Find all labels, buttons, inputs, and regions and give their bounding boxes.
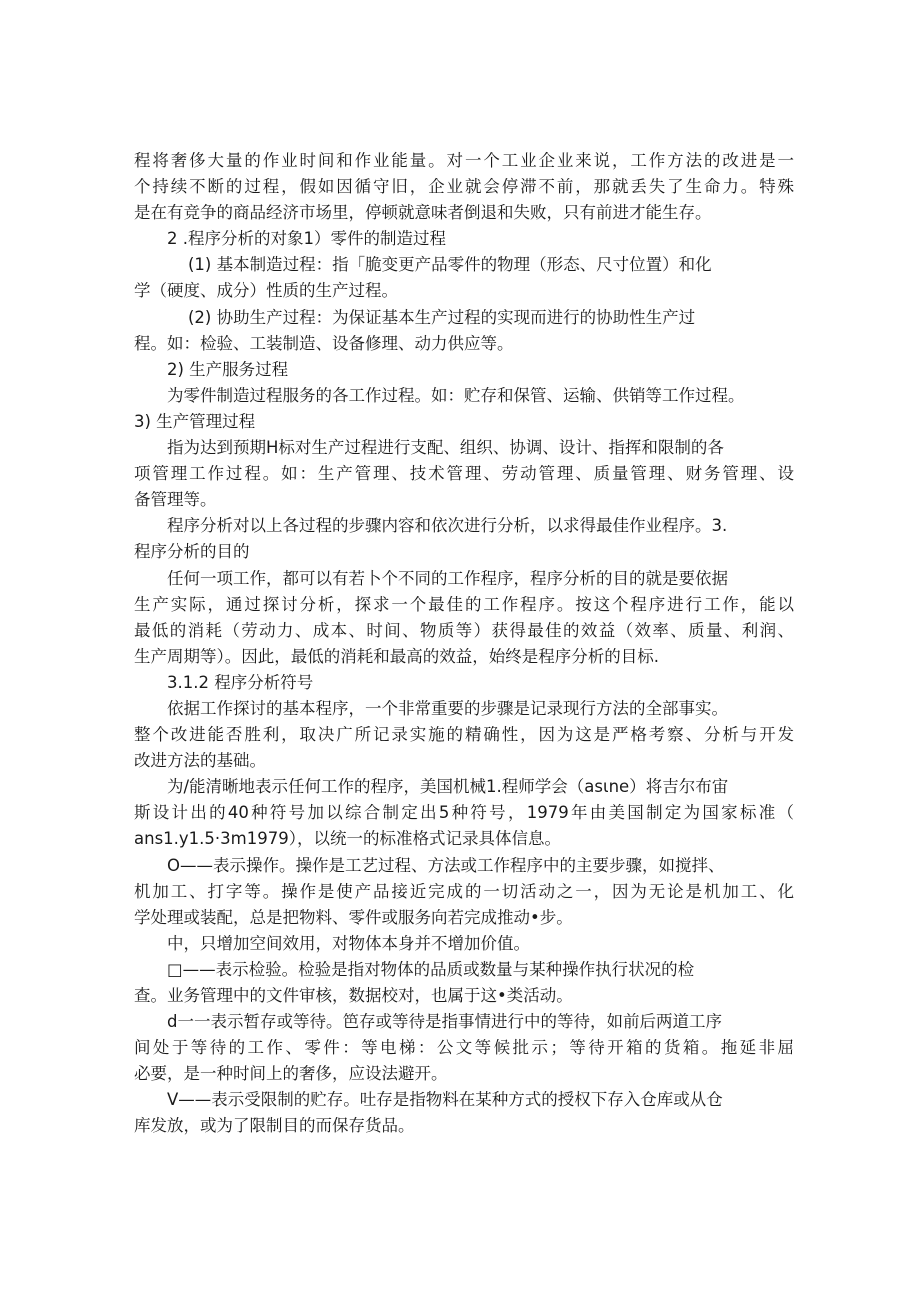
- text-line: d一一表示暂存或等待。笆存或等待是指事情进行中的等待，如前后两道工序: [167, 1012, 722, 1032]
- text-line: 为零件制造过程服务的各工作过程。如：贮存和保管、运输、供销等工作过程。: [167, 385, 745, 405]
- text-line: 机加工、打字等。操作是使产品接近完成的一切活动之一，因为无论是机加工、化: [134, 881, 794, 901]
- text-line: 备管理等。: [134, 490, 217, 510]
- text-line: 斯设计出的40种符号加以综合制定出5种符号，1979年由美国制定为国家标准（: [134, 803, 794, 823]
- document-body: [134, 148, 794, 1140]
- text-line: 项管理工作过程。如：生产管理、技术管理、劳动管理、质量管理、财务管理、设: [134, 464, 794, 484]
- text-line: ans1.y1.5·3m1979），以统一的标准格式记录具体信息。: [134, 829, 561, 849]
- text-line: (2) 协助生产过程：为保证基本生产过程的实现而进行的协助性生产过: [188, 307, 696, 327]
- text-line: 查。业务管理中的文件审核，数据校对，也属于这•类活动。: [134, 986, 573, 1005]
- text-line: V——表示受限制的贮存。吐存是指物料在某种方式的授权下存入仓库或从仓: [167, 1090, 723, 1110]
- text-line: 3) 生产管理过程: [134, 411, 256, 431]
- text-line: 程序分析的目的: [134, 542, 250, 562]
- text-line: 个持续不断的过程，假如因循守旧，企业就会停滞不前，那就丢失了生命力。特殊: [134, 177, 794, 197]
- text-line: 生产周期等）。因此，最低的消耗和最高的效益，始终是程序分析的目标.: [134, 646, 659, 666]
- text-line: 改进方法的基础。: [134, 751, 266, 771]
- text-line: 学处理或装配，总是把物料、零件或服务向若完成推动•步。: [134, 907, 573, 927]
- text-line: 必要，是一种时间上的奢侈，应设法避开。: [134, 1064, 448, 1084]
- text-line: 中，只增加空间效用，对物体本身并不增加价值。: [167, 933, 530, 953]
- text-line: □——表示检验。检验是指对物体的品质或数量与某种操作执行状况的检: [167, 959, 695, 979]
- text-line: 最低的消耗（劳动力、成本、时间、物质等）获得最佳的效益（效率、质量、利润、: [134, 620, 794, 640]
- text-line: (1) 基本制造过程：指「脆变更产品零件的物理（形态、尺寸位置）和化: [188, 255, 712, 275]
- text-line: 依据工作探讨的基本程序，一个非常重要的步骤是记录现行方法的全部事实。: [167, 698, 728, 718]
- text-line: 生产实际，通过探讨分析，探求一个最佳的工作程序。按这个程序进行工作，能以: [134, 594, 794, 614]
- text-line: 3.1.2 程序分析符号: [167, 672, 314, 692]
- text-line: 间处于等待的工作、零件：等电梯：公文等候批示；等待开箱的货箱。拖延非屈: [134, 1038, 794, 1058]
- text-line: 为/能清晰地表示任何工作的程序，美国机械1.程师学会（asιne）将吉尔布宙: [167, 777, 729, 797]
- text-line: 2) 生产服务过程: [167, 359, 289, 379]
- text-line: 2 .程序分析的对象1）零件的制造过程: [167, 229, 446, 249]
- text-line: 程将奢侈大量的作业时间和作业能量。对一个工业企业来说，工作方法的改进是一: [134, 151, 794, 170]
- text-line: 整个改进能否胜利，取决广所记录实施的精确性，因为这是严格考察、分析与开发: [134, 725, 794, 745]
- text-line: 任何一项工作，都可以有若卜个不同的工作程序，程序分析的目的就是要依据: [167, 568, 728, 588]
- text-line: 学（硬度、成分）性质的生产过程。: [134, 281, 398, 301]
- text-line: 程。如：检验、工装制造、设备修理、动力供应等。: [134, 333, 514, 353]
- text-line: 指为达到预期H标对生产过程进行支配、组织、协调、设计、指挥和限制的各: [167, 438, 724, 458]
- text-line: 程序分析对以上各过程的步骤内容和依次进行分析，以求得最佳作业程序。3.: [167, 516, 728, 536]
- text-line: O——表示操作。操作是工艺过程、方法或工作程序中的主要步骤，如搅拌、: [167, 855, 725, 875]
- text-line: 库发放，或为了限制目的而保存货品。: [134, 1116, 415, 1136]
- text-line: 是在有竞争的商品经济市场里，停顿就意味者倒退和失败，只有前进才能生存。: [134, 203, 712, 223]
